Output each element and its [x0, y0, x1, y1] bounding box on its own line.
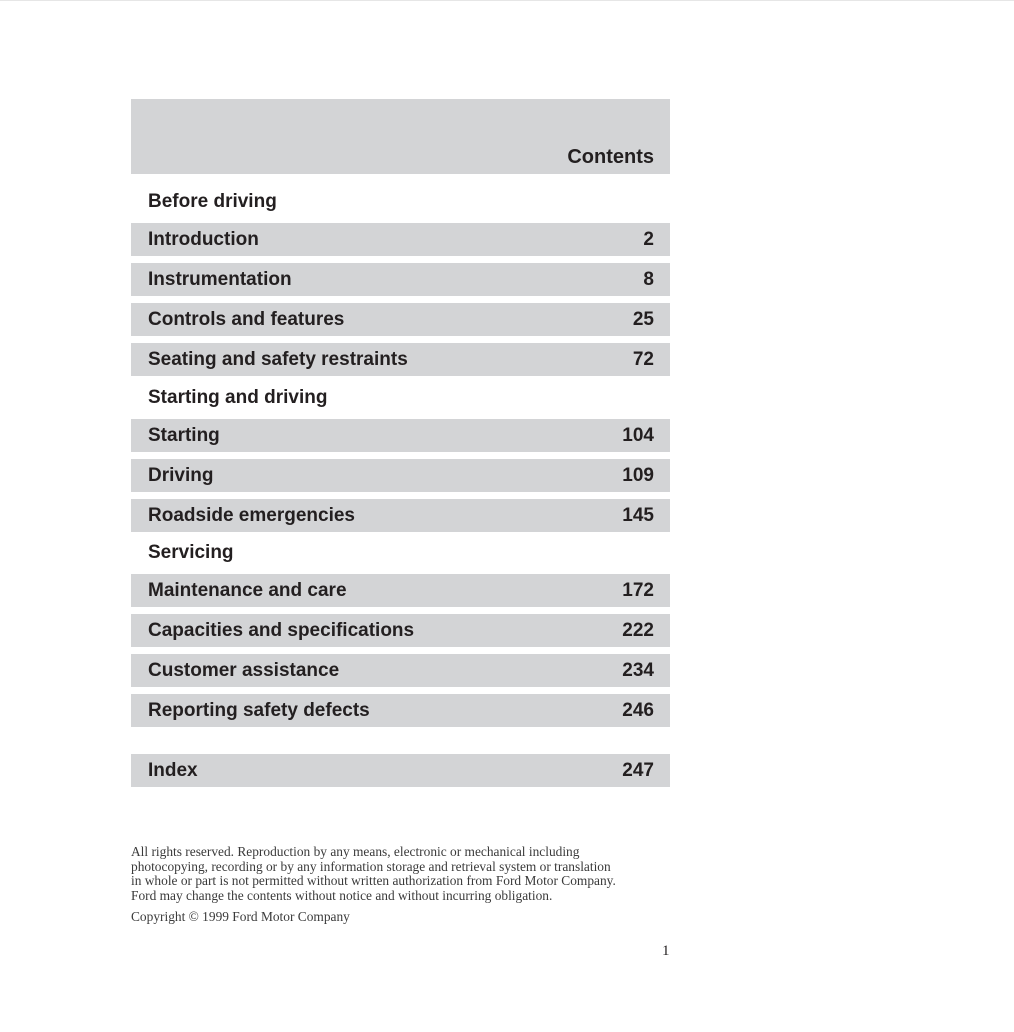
- toc-entry-label: Roadside emergencies: [148, 505, 355, 526]
- toc-entry-starting[interactable]: [131, 419, 670, 452]
- toc-entry-label: Reporting safety defects: [148, 700, 370, 721]
- toc-entry-label: Introduction: [148, 229, 259, 250]
- legal-line: Ford may change the contents without notice and without incurring obligation.: [131, 887, 553, 903]
- toc-entry-controls-and-features[interactable]: [131, 303, 670, 336]
- toc-entry-page: 222: [622, 620, 654, 641]
- toc-entry-page: 25: [632, 309, 654, 330]
- toc-entry-label: Driving: [148, 465, 214, 486]
- toc-entry-page: 104: [622, 425, 654, 446]
- toc-entry-maintenance-and-care[interactable]: [131, 574, 670, 607]
- toc-entry-label: Instrumentation: [148, 269, 292, 290]
- toc-entry-page: 247: [622, 760, 654, 781]
- toc-entry-page: 8: [643, 269, 654, 290]
- toc-entry-label: Starting: [148, 425, 220, 446]
- toc-entry-label: Capacities and specifications: [148, 620, 415, 641]
- toc-entry-label: Controls and features: [148, 309, 345, 330]
- toc-entry-page: 109: [622, 465, 654, 486]
- legal-line: photocopying, recording or by any information storage and retrieval system or translation: [131, 858, 611, 874]
- toc-entry-seating-and-safety-restraints[interactable]: [131, 343, 670, 376]
- toc-entry-page: 172: [622, 580, 654, 601]
- copyright-notice: Copyright © 1999 Ford Motor Company: [131, 909, 350, 924]
- toc-entry-page: 145: [622, 505, 654, 526]
- toc-entry-page: 246: [622, 700, 654, 721]
- toc-entry-driving[interactable]: [131, 459, 670, 492]
- toc-entry-page: 2: [643, 229, 654, 250]
- toc-entry-label: Customer assistance: [148, 660, 340, 681]
- toc-entry-page: 72: [632, 349, 654, 370]
- toc-entry-customer-assistance[interactable]: [131, 654, 670, 687]
- contents-header: [131, 99, 670, 174]
- top-divider: [0, 0, 1014, 1]
- toc-entry-page: 234: [622, 660, 654, 681]
- legal-line: All rights reserved. Reproduction by any means, electronic or mechanical including: [131, 844, 580, 859]
- toc-entry-index[interactable]: [131, 754, 670, 787]
- toc-entry-label: Seating and safety restraints: [148, 349, 408, 370]
- legal-line: in whole or part is not permitted without written authorization from Ford Motor Company.: [131, 873, 616, 888]
- toc-entry-label: Maintenance and care: [148, 580, 347, 601]
- toc-entry-introduction[interactable]: [131, 223, 670, 256]
- page-number: 1: [662, 943, 670, 959]
- toc-entry-reporting-safety-defects[interactable]: [131, 694, 670, 727]
- page-title: Contents: [567, 146, 654, 168]
- toc-entry-capacities-and-specifications[interactable]: [131, 614, 670, 647]
- section-heading-before-driving: Before driving: [148, 191, 277, 212]
- section-heading-starting-and-driving: Starting and driving: [148, 387, 328, 408]
- section-heading-servicing: Servicing: [148, 542, 234, 563]
- toc-entry-instrumentation[interactable]: [131, 263, 670, 296]
- toc-entry-label: Index: [148, 760, 198, 781]
- toc-entry-roadside-emergencies[interactable]: [131, 499, 670, 532]
- legal-notice: [131, 845, 676, 903]
